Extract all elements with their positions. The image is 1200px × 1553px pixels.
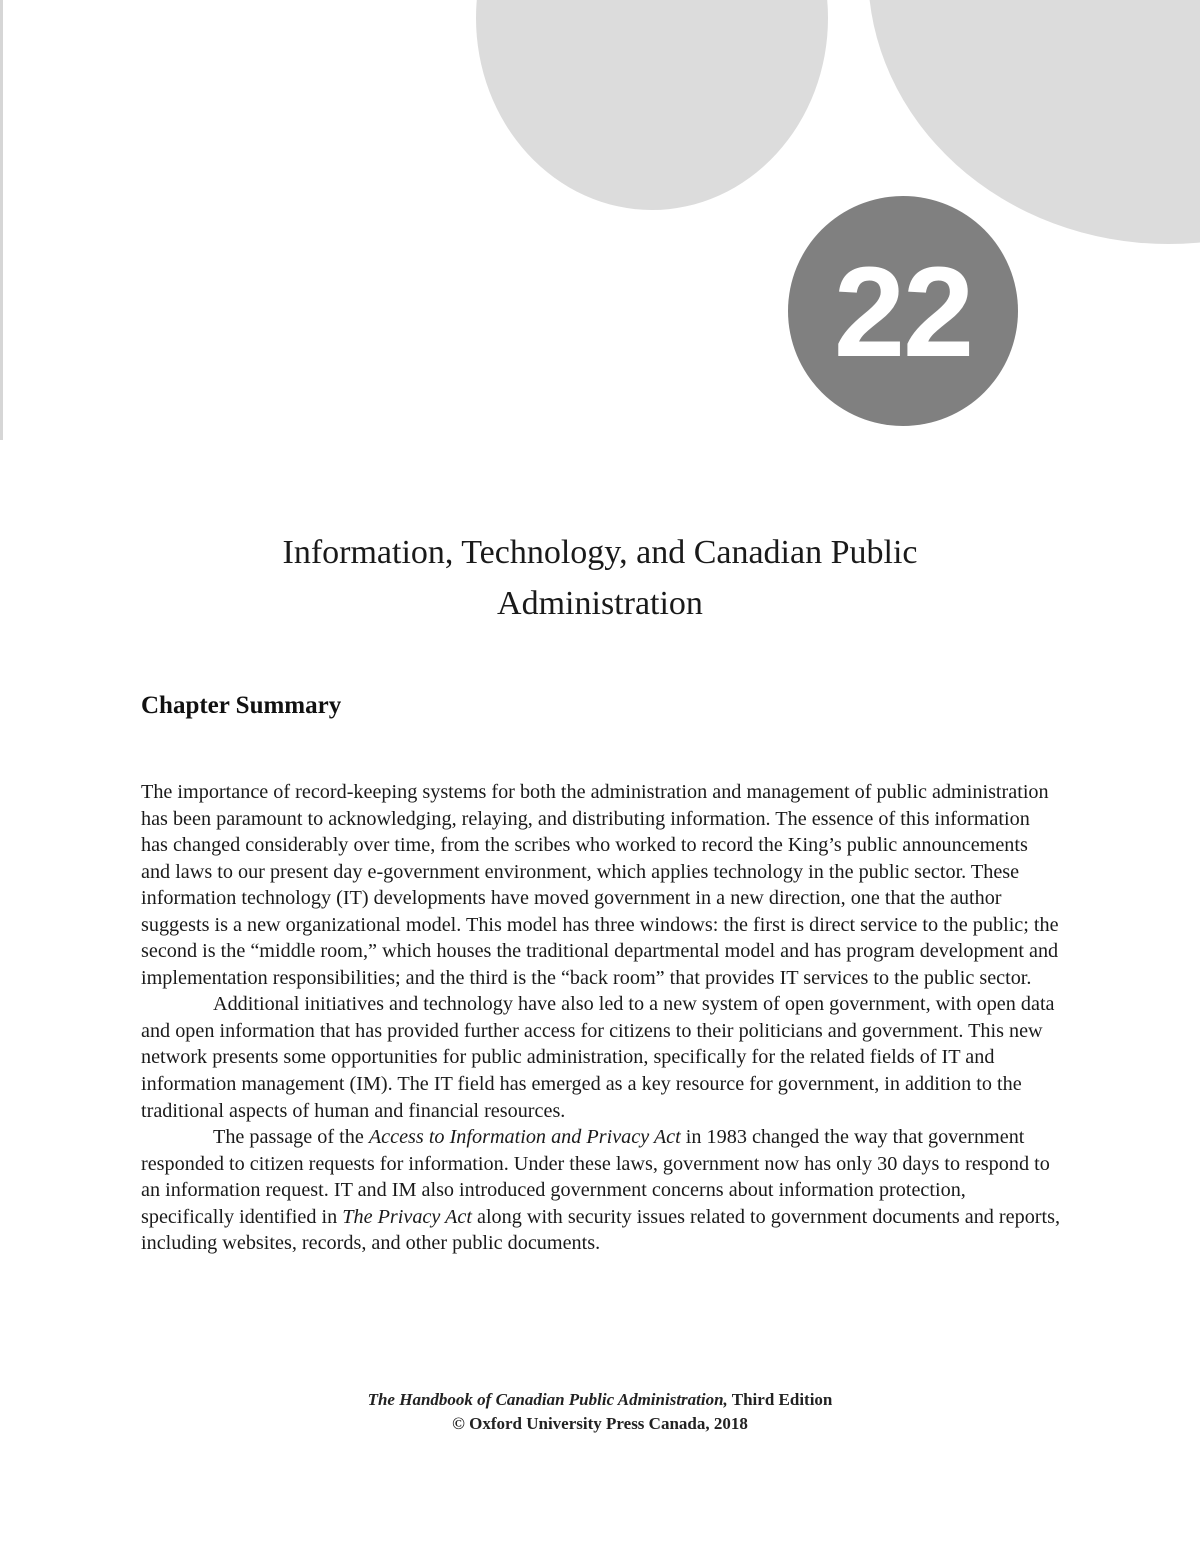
- chapter-title-line2: Administration: [497, 585, 703, 622]
- footer-copyright: © Oxford University Press Canada, 2018: [452, 1414, 748, 1433]
- chapter-number-badge: [788, 196, 1018, 426]
- left-edge-rule: [0, 0, 3, 440]
- footer-edition: Third Edition: [727, 1390, 833, 1409]
- section-heading: Chapter Summary: [141, 692, 342, 719]
- chapter-summary-body: [141, 779, 1061, 1257]
- act-title-access-to-information: Access to Information and Privacy Act: [368, 1126, 681, 1149]
- summary-paragraph-1: The importance of record-keeping systems for both the administration and management of public administration has been paramount to acknowledging, relaying, and distributing information. The essence of this information has changed considerably over time, from the scribes who worked to record the King’s public announcements and laws to our present day e-government environment, which applies technology in the public sector. These information technology (IT) developments have moved government in a new direction, one that the author suggests is a new organizational model. This model has three windows: the first is direct service to the public; the second is the “middle room,” which houses the traditional departmental model and has program development and implementation responsibilities; and the third is the “back room” that provides IT services to the public sector.: [141, 781, 1059, 989]
- page-footer: [200, 1388, 1000, 1436]
- paragraph-3-middle: in 1983 changed the way that government responded to citizen requests for information. Under these laws, government now has only 30 days to respond to an information request. IT and IM also introduced government concerns about information protection, specifically identified in: [141, 1126, 1050, 1228]
- chapter-number: 22: [833, 241, 973, 384]
- paragraph-3-lead: The passage of the: [213, 1126, 369, 1149]
- decorative-circle-left: [476, 0, 828, 210]
- act-title-privacy-act: The Privacy Act: [342, 1205, 472, 1228]
- footer-book-title: The Handbook of Canadian Public Administration,: [367, 1390, 728, 1409]
- chapter-title-line1: Information, Technology, and Canadian Public: [282, 534, 918, 571]
- chapter-title: [200, 527, 1000, 629]
- summary-paragraph-3: [141, 1124, 1061, 1257]
- paragraph-3-end: along with security issues related to government documents and reports, including websites, records, and other public documents.: [141, 1205, 1061, 1255]
- footer-citation: [200, 1388, 1000, 1412]
- summary-paragraph-2: Additional initiatives and technology have also led to a new system of open government, with open data and open information that has provided further access for citizens to their politicians and government. This new network presents some opportunities for public administration, specifically for the related fields of IT and information management (IM). The IT field has emerged as a key resource for government, in addition to the traditional aspects of human and financial resources.: [141, 993, 1055, 1122]
